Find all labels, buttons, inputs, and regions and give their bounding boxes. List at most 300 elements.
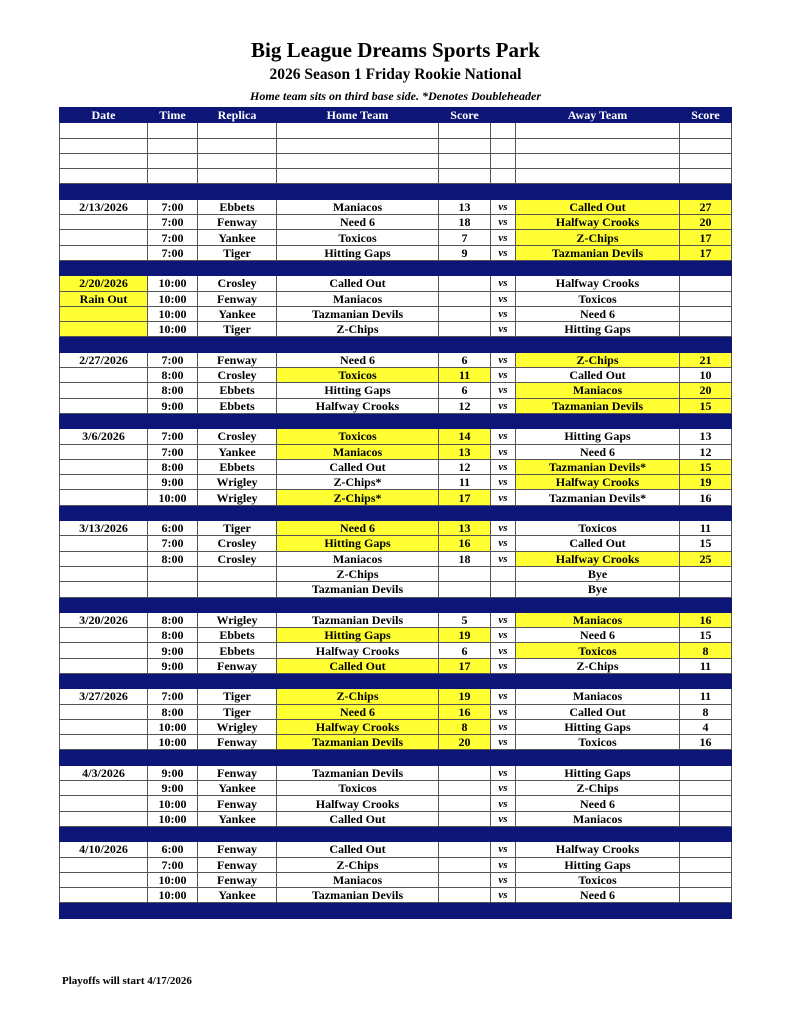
separator-cell <box>277 505 439 520</box>
date-cell: 3/27/2026 <box>60 689 148 704</box>
separator-cell <box>198 597 277 612</box>
home-team-cell: Halfway Crooks <box>277 719 439 734</box>
home-score-cell: 9 <box>439 245 491 260</box>
separator-cell <box>491 750 516 765</box>
away-score-cell: 10 <box>680 368 732 383</box>
time-cell: 8:00 <box>148 368 198 383</box>
replica-cell: Ebbets <box>198 628 277 643</box>
vs-cell: vs <box>491 857 516 872</box>
vs-cell: vs <box>491 291 516 306</box>
separator-cell <box>148 184 198 199</box>
separator-cell <box>516 337 680 352</box>
away-score-cell: 11 <box>680 658 732 673</box>
home-score-cell <box>439 306 491 321</box>
week-separator <box>60 413 732 428</box>
vs-cell: vs <box>491 368 516 383</box>
away-score-cell <box>680 842 732 857</box>
away-score-cell <box>680 276 732 291</box>
game-row <box>60 857 732 872</box>
away-score-cell: 12 <box>680 444 732 459</box>
away-score-cell <box>680 566 732 581</box>
home-team-cell: Need 6 <box>277 352 439 367</box>
game-row <box>60 230 732 245</box>
time-cell: 10:00 <box>148 719 198 734</box>
replica-cell: Yankee <box>198 781 277 796</box>
separator-cell <box>491 597 516 612</box>
game-row <box>60 276 732 291</box>
game-row <box>60 322 732 337</box>
page-note: Home team sits on third base side. *Denotes Doubleheader <box>250 89 541 103</box>
separator-cell <box>198 260 277 275</box>
time-cell: 8:00 <box>148 628 198 643</box>
week-separator <box>60 505 732 520</box>
away-team-cell: Z-Chips <box>516 352 680 367</box>
away-team-cell: Halfway Crooks <box>516 276 680 291</box>
away-team-cell: Z-Chips <box>516 658 680 673</box>
away-team-cell: Hitting Gaps <box>516 719 680 734</box>
game-row <box>60 781 732 796</box>
home-score-cell: 6 <box>439 643 491 658</box>
blank-cell <box>491 123 516 138</box>
time-cell: 8:00 <box>148 551 198 566</box>
separator-cell <box>148 337 198 352</box>
home-team-cell: Halfway Crooks <box>277 643 439 658</box>
away-team-cell: Halfway Crooks <box>516 215 680 230</box>
blank-cell <box>439 153 491 168</box>
time-cell: 8:00 <box>148 383 198 398</box>
blank-cell <box>198 153 277 168</box>
away-team-cell: Bye <box>516 566 680 581</box>
date-cell <box>60 796 148 811</box>
home-score-cell: 8 <box>439 719 491 734</box>
date-cell: 3/13/2026 <box>60 521 148 536</box>
blank-cell <box>680 138 732 153</box>
home-score-cell <box>439 842 491 857</box>
separator-cell <box>439 750 491 765</box>
vs-cell: vs <box>491 199 516 214</box>
time-cell: 9:00 <box>148 398 198 413</box>
time-cell: 7:00 <box>148 536 198 551</box>
separator-cell <box>198 903 277 918</box>
separator-cell <box>680 413 732 428</box>
game-row <box>60 612 732 627</box>
blank-cell <box>680 169 732 184</box>
blank-cell <box>198 138 277 153</box>
home-team-cell: Need 6 <box>277 521 439 536</box>
vs-cell: vs <box>491 842 516 857</box>
away-score-cell: 16 <box>680 490 732 505</box>
game-row <box>60 291 732 306</box>
separator-cell <box>60 826 148 841</box>
away-score-cell: 17 <box>680 230 732 245</box>
time-cell: 8:00 <box>148 459 198 474</box>
time-cell: 7:00 <box>148 857 198 872</box>
replica-cell: Wrigley <box>198 612 277 627</box>
away-score-cell: 19 <box>680 475 732 490</box>
away-team-cell: Toxicos <box>516 735 680 750</box>
game-row <box>60 566 732 581</box>
away-score-cell <box>680 796 732 811</box>
home-team-cell: Need 6 <box>277 704 439 719</box>
time-cell: 10:00 <box>148 872 198 887</box>
date-cell <box>60 643 148 658</box>
separator-cell <box>516 260 680 275</box>
away-team-cell: Toxicos <box>516 521 680 536</box>
game-row <box>60 796 732 811</box>
vs-cell: vs <box>491 490 516 505</box>
date-cell <box>60 719 148 734</box>
separator-cell <box>148 673 198 688</box>
separator-cell <box>439 505 491 520</box>
time-cell: 7:00 <box>148 199 198 214</box>
blank-cell <box>516 138 680 153</box>
blank-cell <box>60 153 148 168</box>
separator-cell <box>60 505 148 520</box>
week-separator <box>60 337 732 352</box>
home-team-cell: Maniacos <box>277 551 439 566</box>
replica-cell: Fenway <box>198 796 277 811</box>
game-row <box>60 628 732 643</box>
replica-cell: Yankee <box>198 888 277 903</box>
blank-row <box>60 123 732 138</box>
replica-cell <box>198 582 277 597</box>
away-team-cell: Tazmanian Devils* <box>516 490 680 505</box>
away-team-cell: Tazmanian Devils* <box>516 459 680 474</box>
date-cell <box>60 872 148 887</box>
date-cell <box>60 566 148 581</box>
vs-cell: vs <box>491 781 516 796</box>
game-row <box>60 490 732 505</box>
home-team-cell: Called Out <box>277 811 439 826</box>
separator-cell <box>277 826 439 841</box>
game-row <box>60 368 732 383</box>
game-row <box>60 521 732 536</box>
game-row <box>60 872 732 887</box>
home-team-cell: Toxicos <box>277 781 439 796</box>
time-cell: 9:00 <box>148 781 198 796</box>
separator-cell <box>516 750 680 765</box>
blank-cell <box>516 169 680 184</box>
away-score-cell <box>680 582 732 597</box>
date-cell <box>60 490 148 505</box>
home-score-cell: 12 <box>439 398 491 413</box>
separator-cell <box>277 337 439 352</box>
separator-cell <box>148 505 198 520</box>
away-team-cell: Called Out <box>516 368 680 383</box>
separator-cell <box>491 673 516 688</box>
away-team-cell: Need 6 <box>516 306 680 321</box>
away-team-cell: Toxicos <box>516 643 680 658</box>
time-cell: 10:00 <box>148 888 198 903</box>
home-score-cell: 5 <box>439 612 491 627</box>
date-cell: 2/13/2026 <box>60 199 148 214</box>
home-team-cell: Hitting Gaps <box>277 628 439 643</box>
col-time-header: Time <box>148 108 198 123</box>
time-cell: 9:00 <box>148 765 198 780</box>
separator-cell <box>680 826 732 841</box>
replica-cell: Crosley <box>198 536 277 551</box>
vs-cell: vs <box>491 475 516 490</box>
time-cell: 7:00 <box>148 689 198 704</box>
home-score-cell: 6 <box>439 383 491 398</box>
home-score-cell: 19 <box>439 689 491 704</box>
away-score-cell: 25 <box>680 551 732 566</box>
blank-cell <box>277 123 439 138</box>
replica-cell: Fenway <box>198 291 277 306</box>
vs-cell: vs <box>491 735 516 750</box>
separator-cell <box>680 673 732 688</box>
game-row <box>60 689 732 704</box>
replica-cell: Crosley <box>198 368 277 383</box>
col-away-score-header: Score <box>680 108 732 123</box>
time-cell: 10:00 <box>148 490 198 505</box>
away-team-cell: Hitting Gaps <box>516 429 680 444</box>
date-cell <box>60 368 148 383</box>
away-score-cell <box>680 811 732 826</box>
vs-cell: vs <box>491 230 516 245</box>
blank-cell <box>148 169 198 184</box>
page-title: Big League Dreams Sports Park <box>251 38 540 62</box>
replica-cell: Crosley <box>198 276 277 291</box>
date-cell: 2/27/2026 <box>60 352 148 367</box>
home-score-cell: 17 <box>439 490 491 505</box>
date-cell: 3/20/2026 <box>60 612 148 627</box>
vs-cell: vs <box>491 306 516 321</box>
home-team-cell: Called Out <box>277 276 439 291</box>
vs-cell: vs <box>491 551 516 566</box>
date-cell <box>60 704 148 719</box>
away-score-cell: 20 <box>680 383 732 398</box>
home-score-cell <box>439 872 491 887</box>
away-team-cell: Z-Chips <box>516 230 680 245</box>
home-score-cell: 13 <box>439 199 491 214</box>
vs-cell: vs <box>491 704 516 719</box>
vs-cell <box>491 566 516 581</box>
home-team-cell: Hitting Gaps <box>277 245 439 260</box>
separator-cell <box>680 597 732 612</box>
separator-cell <box>516 505 680 520</box>
date-cell <box>60 215 148 230</box>
col-home-team-header: Home Team <box>277 108 439 123</box>
home-score-cell: 16 <box>439 536 491 551</box>
col-date-header: Date <box>60 108 148 123</box>
game-row <box>60 536 732 551</box>
separator-cell <box>60 337 148 352</box>
separator-cell <box>516 597 680 612</box>
away-score-cell <box>680 781 732 796</box>
separator-cell <box>148 597 198 612</box>
game-row <box>60 383 732 398</box>
home-score-cell: 7 <box>439 230 491 245</box>
away-team-cell: Halfway Crooks <box>516 475 680 490</box>
vs-cell: vs <box>491 689 516 704</box>
date-cell: Rain Out <box>60 291 148 306</box>
blank-cell <box>198 169 277 184</box>
separator-cell <box>491 903 516 918</box>
date-cell <box>60 857 148 872</box>
blank-cell <box>680 123 732 138</box>
week-separator <box>60 750 732 765</box>
away-score-cell: 16 <box>680 612 732 627</box>
date-cell: 2/20/2026 <box>60 276 148 291</box>
date-cell <box>60 230 148 245</box>
separator-cell <box>198 184 277 199</box>
away-score-cell <box>680 857 732 872</box>
week-separator <box>60 260 732 275</box>
time-cell: 7:00 <box>148 215 198 230</box>
vs-cell <box>491 582 516 597</box>
separator-cell <box>680 505 732 520</box>
replica-cell: Fenway <box>198 857 277 872</box>
separator-cell <box>491 337 516 352</box>
away-score-cell <box>680 888 732 903</box>
away-team-cell: Maniacos <box>516 811 680 826</box>
playoffs-note: Playoffs will start 4/17/2026 <box>62 975 192 987</box>
home-score-cell: 19 <box>439 628 491 643</box>
time-cell: 9:00 <box>148 658 198 673</box>
separator-cell <box>60 750 148 765</box>
replica-cell: Fenway <box>198 215 277 230</box>
date-cell: 4/10/2026 <box>60 842 148 857</box>
home-team-cell: Tazmanian Devils <box>277 735 439 750</box>
home-score-cell: 17 <box>439 658 491 673</box>
away-team-cell: Tazmanian Devils <box>516 245 680 260</box>
date-cell: 4/3/2026 <box>60 765 148 780</box>
game-row <box>60 429 732 444</box>
time-cell: 10:00 <box>148 322 198 337</box>
date-cell <box>60 735 148 750</box>
replica-cell: Fenway <box>198 658 277 673</box>
home-team-cell: Called Out <box>277 842 439 857</box>
vs-cell: vs <box>491 643 516 658</box>
separator-cell <box>439 597 491 612</box>
vs-cell: vs <box>491 765 516 780</box>
separator-cell <box>439 260 491 275</box>
away-team-cell: Hitting Gaps <box>516 857 680 872</box>
home-team-cell: Hitting Gaps <box>277 536 439 551</box>
separator-cell <box>60 413 148 428</box>
date-cell <box>60 322 148 337</box>
vs-cell: vs <box>491 628 516 643</box>
away-team-cell: Tazmanian Devils <box>516 398 680 413</box>
home-score-cell: 18 <box>439 215 491 230</box>
away-team-cell: Need 6 <box>516 444 680 459</box>
game-row <box>60 643 732 658</box>
replica-cell: Fenway <box>198 352 277 367</box>
date-cell <box>60 536 148 551</box>
home-team-cell: Z-Chips <box>277 566 439 581</box>
week-separator <box>60 903 732 918</box>
away-score-cell: 16 <box>680 735 732 750</box>
home-score-cell <box>439 857 491 872</box>
game-row <box>60 475 732 490</box>
separator-cell <box>491 826 516 841</box>
separator-cell <box>277 903 439 918</box>
game-row <box>60 811 732 826</box>
away-team-cell: Called Out <box>516 704 680 719</box>
home-score-cell <box>439 796 491 811</box>
separator-cell <box>516 673 680 688</box>
game-row <box>60 398 732 413</box>
separator-cell <box>148 260 198 275</box>
home-team-cell: Maniacos <box>277 291 439 306</box>
separator-cell <box>148 826 198 841</box>
vs-cell: vs <box>491 536 516 551</box>
separator-cell <box>277 597 439 612</box>
blank-cell <box>148 123 198 138</box>
blank-cell <box>277 169 439 184</box>
replica-cell: Tiger <box>198 704 277 719</box>
vs-cell: vs <box>491 215 516 230</box>
blank-row <box>60 153 732 168</box>
date-cell <box>60 658 148 673</box>
away-team-cell: Need 6 <box>516 796 680 811</box>
separator-cell <box>439 184 491 199</box>
home-team-cell: Maniacos <box>277 444 439 459</box>
separator-cell <box>516 184 680 199</box>
away-score-cell: 15 <box>680 628 732 643</box>
home-score-cell <box>439 291 491 306</box>
time-cell: 7:00 <box>148 245 198 260</box>
away-team-cell: Hitting Gaps <box>516 765 680 780</box>
time-cell: 10:00 <box>148 306 198 321</box>
time-cell: 6:00 <box>148 521 198 536</box>
away-team-cell: Maniacos <box>516 383 680 398</box>
home-score-cell: 11 <box>439 368 491 383</box>
home-team-cell: Toxicos <box>277 368 439 383</box>
date-cell <box>60 306 148 321</box>
separator-cell <box>680 903 732 918</box>
separator-cell <box>60 184 148 199</box>
week-separator <box>60 826 732 841</box>
blank-cell <box>491 169 516 184</box>
separator-cell <box>277 673 439 688</box>
vs-cell: vs <box>491 521 516 536</box>
home-team-cell: Z-Chips* <box>277 490 439 505</box>
blank-cell <box>148 138 198 153</box>
col-vs-header <box>491 108 516 123</box>
home-score-cell: 6 <box>439 352 491 367</box>
separator-cell <box>516 413 680 428</box>
separator-cell <box>198 413 277 428</box>
vs-cell: vs <box>491 276 516 291</box>
away-score-cell <box>680 765 732 780</box>
replica-cell: Crosley <box>198 429 277 444</box>
away-score-cell <box>680 322 732 337</box>
separator-cell <box>277 260 439 275</box>
home-team-cell: Called Out <box>277 459 439 474</box>
game-row <box>60 888 732 903</box>
away-team-cell: Hitting Gaps <box>516 322 680 337</box>
game-row <box>60 735 732 750</box>
separator-cell <box>148 413 198 428</box>
away-team-cell: Maniacos <box>516 689 680 704</box>
vs-cell: vs <box>491 872 516 887</box>
home-score-cell: 16 <box>439 704 491 719</box>
away-score-cell: 15 <box>680 398 732 413</box>
away-team-cell: Z-Chips <box>516 781 680 796</box>
time-cell: 9:00 <box>148 475 198 490</box>
separator-cell <box>680 750 732 765</box>
away-score-cell: 27 <box>680 199 732 214</box>
date-cell <box>60 444 148 459</box>
home-score-cell: 13 <box>439 444 491 459</box>
blank-cell <box>439 138 491 153</box>
home-team-cell: Tazmanian Devils <box>277 582 439 597</box>
replica-cell: Tiger <box>198 521 277 536</box>
away-score-cell <box>680 291 732 306</box>
game-row <box>60 551 732 566</box>
